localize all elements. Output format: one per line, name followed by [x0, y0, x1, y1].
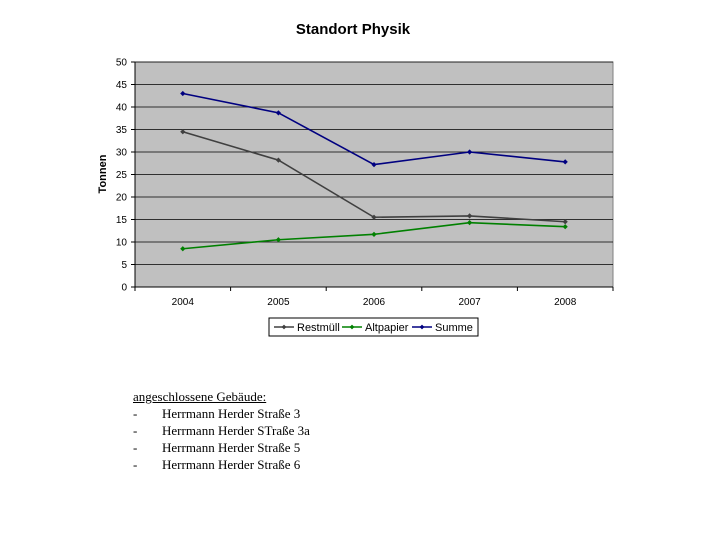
list-item [133, 439, 310, 456]
y-tick-label: 50 [115, 57, 127, 69]
list-bullet: - [133, 406, 138, 421]
list-item-text: Herrmann Herder Straße 3 [162, 406, 301, 421]
y-axis-title: Tonnen [97, 154, 109, 194]
y-tick-label: 15 [115, 215, 127, 226]
x-tick-label: 2006 [362, 297, 386, 308]
notes-heading: angeschlossene Gebäude: [133, 389, 267, 404]
y-tick-label: 45 [115, 80, 127, 91]
x-tick-label: 2007 [458, 297, 481, 308]
list-bullet: - [133, 440, 138, 455]
y-tick-label: 25 [115, 170, 127, 181]
list-item-text: Herrmann Herder Straße 5 [162, 440, 301, 455]
list-item [133, 456, 310, 473]
y-tick-label: 5 [121, 260, 127, 271]
list-bullet: - [133, 457, 138, 472]
y-tick-label: 20 [115, 192, 127, 204]
y-tick-label: 35 [115, 125, 127, 136]
legend [269, 318, 478, 336]
connected-buildings-note [133, 388, 310, 473]
chart-title: Standort Physik [295, 21, 411, 38]
y-tick-label: 10 [115, 237, 127, 249]
legend-label: Altpapier [365, 322, 409, 334]
x-tick-label: 2005 [267, 297, 290, 308]
list-item-text: Herrmann Herder STraße 3a [162, 423, 310, 438]
y-tick-label: 40 [115, 102, 127, 114]
y-tick-label: 0 [121, 282, 127, 294]
list-item [133, 422, 310, 439]
legend-label: Restmüll [297, 322, 340, 334]
y-tick-label: 30 [115, 147, 127, 159]
x-tick-label: 2008 [554, 297, 577, 308]
list-bullet: - [133, 423, 138, 438]
list-item [133, 405, 310, 422]
list-item-text: Herrmann Herder Straße 6 [162, 457, 301, 472]
x-tick-label: 2004 [171, 297, 194, 308]
legend-label: Summe [435, 322, 473, 334]
